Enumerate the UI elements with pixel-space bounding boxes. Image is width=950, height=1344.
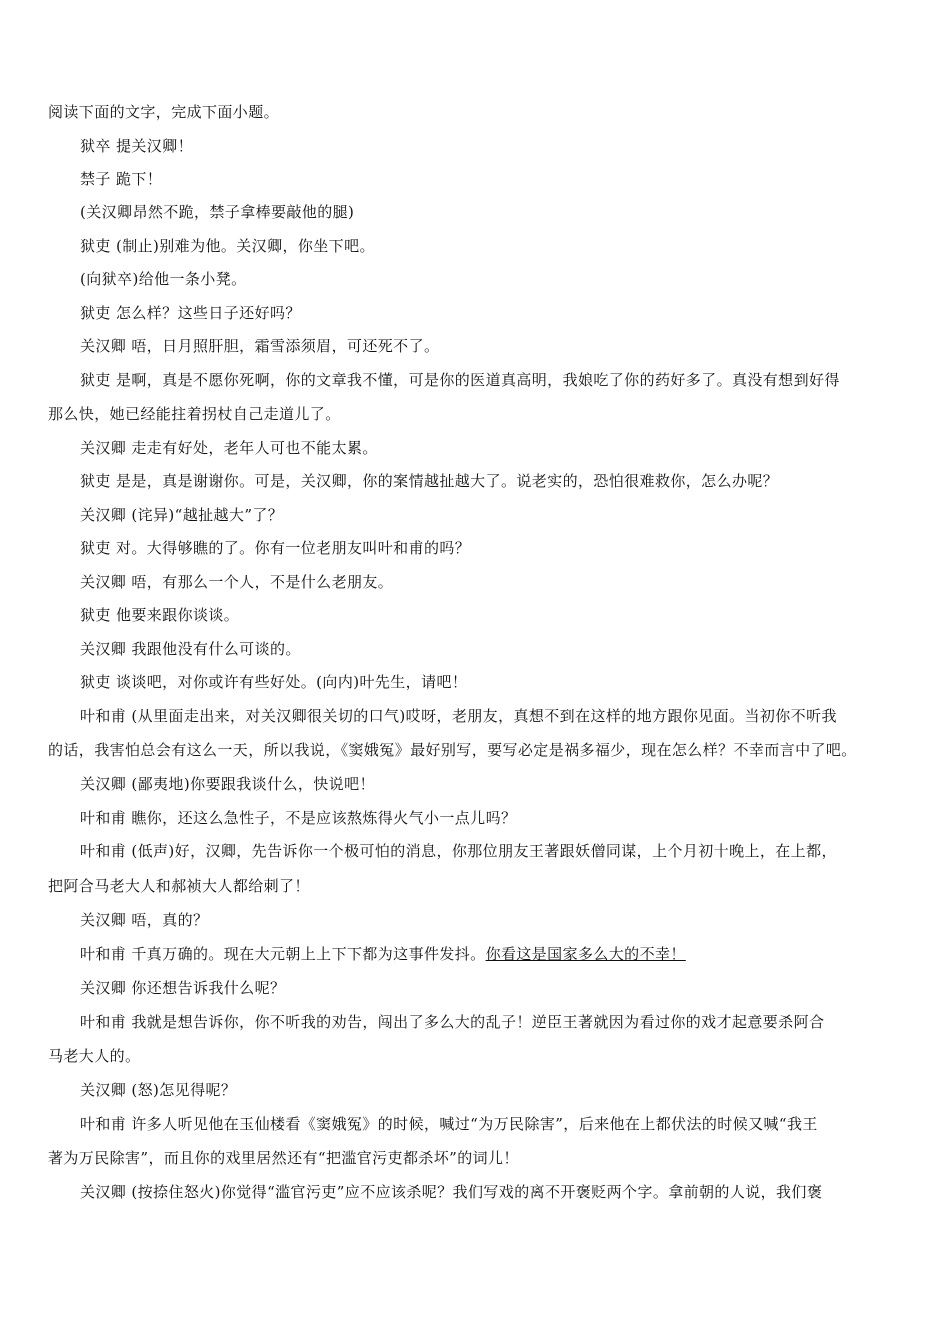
- text-line: 关汉卿 唔，真的？: [80, 911, 209, 929]
- text-line: 狱吏 他要来跟你谈谈。: [80, 606, 240, 624]
- text-span: 叶和甫 千真万确的。现在大元朝上上下下都为这事件发抖。: [80, 945, 486, 963]
- text-line: (向狱卒)给他一条小凳。: [80, 270, 247, 288]
- text-line: 关汉卿 (鄙夷地)你要跟我谈什么，快说吧！: [80, 775, 375, 793]
- text-line: 把阿合马老大人和郝祯大人都给刺了！: [48, 877, 310, 895]
- text-line: 狱吏 怎么样？这些日子还好吗？: [80, 304, 301, 322]
- underlined-sentence: 你看这是国家多么大的不幸！: [485, 945, 686, 963]
- text-line: 叶和甫 (低声)好，汉卿，先告诉你一个极可怕的消息，你那位朋友王著跟妖僧同谋，上个月初十晚上，在上都，: [80, 842, 837, 860]
- text-line: 禁子 跪下！: [80, 170, 163, 188]
- text-line: (关汉卿昂然不跪，禁子拿棒要敲他的腿): [80, 203, 355, 221]
- text-line: 关汉卿 你还想告诉我什么呢？: [80, 979, 286, 997]
- text-line: 关汉卿 (按捺住怒火)你觉得“滥官污吏”应不应该杀呢？我们写戏的离不开褒贬两个字。拿前朝的人说，我们褒: [80, 1183, 823, 1201]
- text-line: 关汉卿 我跟他没有什么可谈的。: [80, 640, 301, 658]
- text-line: 叶和甫 我就是想告诉你，你不听我的劝告，闯出了多么大的乱子！逆臣王著就因为看过你的戏才起意要杀阿合: [80, 1013, 825, 1031]
- text-line: 狱吏 (制止)别难为他。关汉卿，你坐下吧。: [80, 237, 375, 255]
- text-line: 关汉卿 唔，日月照肝胆，霜雪添须眉，可还死不了。: [80, 337, 440, 355]
- text-line: 关汉卿 (怒)怎见得呢？: [80, 1081, 237, 1099]
- text-line: 叶和甫 许多人听见他在玉仙楼看《窦娥冤》的时候，喊过“为万民除害”，后来他在上都伏法的时候又喊“我王: [80, 1115, 818, 1133]
- text-line: 马老大人的。: [48, 1047, 141, 1065]
- text-line: 著为万民除害”，而且你的戏里居然还有“把滥官污吏都杀坏”的词儿！: [48, 1149, 519, 1167]
- text-line: 叶和甫 (从里面走出来，对关汉卿很关切的口气)哎呀，老朋友，真想不到在这样的地方跟你见面。当初你不听我: [80, 707, 837, 725]
- text-line: 关汉卿 (诧异)“越扯越大”了？: [80, 506, 284, 524]
- text-line: 狱吏 对。大得够瞧的了。你有一位老朋友叫叶和甫的吗？: [80, 539, 471, 557]
- text-line: 关汉卿 唔，有那么一个人，不是什么老朋友。: [80, 573, 394, 591]
- text-line: 狱吏 是是，真是谢谢你。可是，关汉卿，你的案情越扯越大了。说老实的，恐怕很难救你，怎么办呢？: [80, 472, 779, 490]
- text-line: 的话，我害怕总会有这么一天，所以我说，《窦娥冤》最好别写，要写必定是祸多福少，现在怎么样？不幸而言中了吧。: [48, 741, 857, 759]
- text-line: 关汉卿 走走有好处，老年人可也不能太累。: [80, 439, 378, 457]
- text-line: 叶和甫 瞧你，还这么急性子，不是应该熬炼得火气小一点儿吗？: [80, 809, 517, 827]
- text-line-with-underline: [80, 945, 910, 963]
- text-line: 狱吏 谈谈吧，对你或许有些好处。(向内)叶先生，请吧！: [80, 673, 468, 691]
- text-line: 狱卒 提关汉卿！: [80, 137, 193, 155]
- text-line: 那么快，她已经能拄着拐杖自己走道儿了。: [48, 405, 341, 423]
- text-line: 狱吏 是啊，真是不愿你死啊，你的文章我不懂，可是你的医道真高明，我娘吃了你的药好多了。真没有想到好得: [80, 371, 840, 389]
- instruction-line: 阅读下面的文字，完成下面小题。: [48, 103, 280, 121]
